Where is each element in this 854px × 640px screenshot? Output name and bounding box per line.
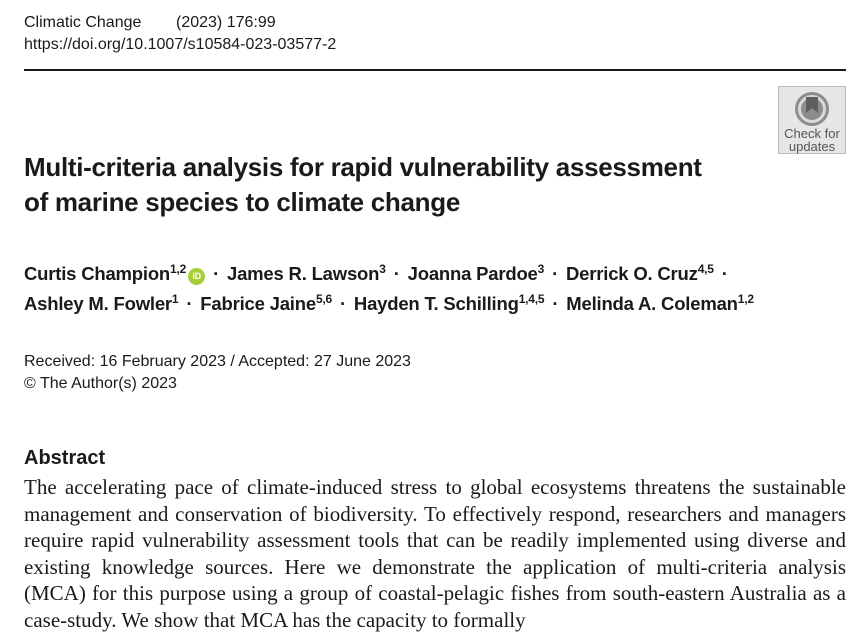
author[interactable]: Fabrice Jaine$^{5,6}$: [200, 292, 333, 314]
author[interactable]: Curtis Champion$^{1,2}$: [24, 262, 187, 284]
article-title: [24, 150, 744, 220]
copyright: © The Author(s) 2023: [24, 375, 177, 392]
journal-name: Climatic Change: [24, 14, 142, 31]
doi-link[interactable]: https://doi.org/10.1007/s10584-023-03577-2: [24, 36, 337, 53]
check-for-updates-icon: [794, 91, 830, 127]
author[interactable]: Derrick O. Cruz$^{4,5}$: [566, 262, 714, 284]
check-for-updates-badge[interactable]: [778, 86, 846, 154]
abstract-text: The accelerating pace of climate-induced stress to global ecosystems threatens the sustainable management and conservation of biodiversity. To effectively respond, researchers and managers require rapid vulnerability assessment tools that can be readily implemented using diverse and existing knowledge sources. Here we demonstrate the application of multi-criteria analysis (MCA) for this purpose using a group of coastal-pelagic fishes from south-eastern Australia as a case-study. We show that MCA has the capacity to formally: [24, 475, 846, 632]
orcid-icon[interactable]: iD: [188, 268, 205, 285]
abstract-heading: Abstract: [24, 447, 106, 469]
received-accepted: Received: 16 February 2023 / Accepted: 27 June 2023: [24, 353, 411, 370]
publication-dates: [24, 351, 411, 395]
journal-header: [24, 12, 336, 56]
journal-line: [24, 12, 336, 34]
title-line2: of marine species to climate change: [24, 187, 460, 217]
author[interactable]: Hayden T. Schilling$^{1,4,5}$: [353, 292, 545, 314]
author-list: Curtis Champion$^{1,2}$ iD · James R. Lawson$^3$ · Joanna Pardoe$^3$ · Derrick O. Cruz$^{4,5}$ · Ashley M. Fowler$^1$ · Fabrice Jaine$^{5,6}$ · Hayden T. Schilling$^{1,4,5}$ · Melinda A. Coleman$^{1,2}$: [24, 262, 754, 314]
author[interactable]: Joanna Pardoe$^3$: [407, 262, 545, 284]
badge-line1: Check for: [784, 126, 840, 141]
article-first-page: [24, 0, 846, 640]
badge-line2: updates: [788, 139, 836, 154]
author[interactable]: James R. Lawson$^3$: [227, 262, 386, 284]
author[interactable]: Melinda A. Coleman$^{1,2}$: [566, 292, 754, 314]
header-divider: [24, 69, 846, 71]
title-line1: Multi-criteria analysis for rapid vulnerability assessment: [24, 152, 702, 182]
author[interactable]: Ashley M. Fowler$^1$: [24, 292, 179, 314]
citation: (2023) 176:99: [176, 14, 276, 31]
